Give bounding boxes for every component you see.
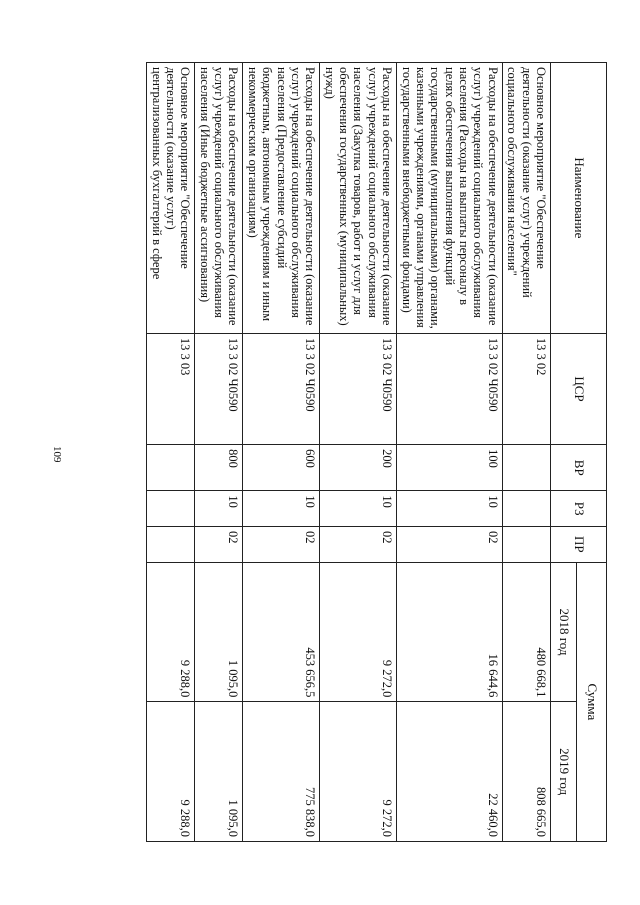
cell-name: Расходы на обеспечение деятельности (оказание услуг) учреждений социального обслуживания населения (Предоставление субсидий бюджетным, автономным учреждениям и иным некоммерческим организациям) [243,63,320,334]
cell-rz: 10 [243,491,320,527]
cell-pr [147,527,195,563]
cell-vr [502,445,550,491]
cell-2018: 9 288,0 [147,562,195,702]
page-number: 109 [51,446,63,463]
cell-vr [147,445,195,491]
cell-csr: 13 3 02 Ч0590 [320,333,397,444]
cell-2018: 453 656,5 [243,562,320,702]
cell-vr: 800 [195,445,243,491]
cell-pr [502,527,550,563]
cell-csr: 13 3 02 Ч0590 [243,333,320,444]
cell-2019: 9 272,0 [320,702,397,842]
cell-2019: 1 095,0 [195,702,243,842]
cell-2018: 480 668,1 [502,562,550,702]
cell-csr: 13 3 03 [147,333,195,444]
cell-pr: 02 [397,527,503,563]
cell-vr: 600 [243,445,320,491]
cell-pr: 02 [195,527,243,563]
cell-2018: 9 272,0 [320,562,397,702]
header-vr: ВР [551,445,607,491]
cell-name: Расходы на обеспечение деятельности (оказание услуг) учреждений социального обслуживания населения (Закупка товаров, работ и услуг для обеспечения государственных (муниципальных) нужд) [320,63,397,334]
budget-table-container [149,62,607,842]
cell-name: Основное мероприятие "Обеспечение деятельности (оказание услуг) учреждений социального обслуживания населения" [502,63,550,334]
header-pr: ПР [551,527,607,563]
cell-name: Расходы на обеспечение деятельности (оказание услуг) учреждений социального обслуживания населения (Иные бюджетные ассигнования) [195,63,243,334]
header-2019: 2019 год [551,702,577,842]
table-row [320,63,397,842]
cell-2019: 775 838,0 [243,702,320,842]
cell-2019: 9 288,0 [147,702,195,842]
cell-rz: 10 [320,491,397,527]
header-name: Наименование [551,63,607,334]
cell-2018: 16 644,6 [397,562,503,702]
cell-rz [147,491,195,527]
cell-2019: 22 460,0 [397,702,503,842]
cell-vr: 100 [397,445,503,491]
header-rz: РЗ [551,491,607,527]
cell-csr: 13 3 02 [502,333,550,444]
header-2018: 2018 год [551,562,577,702]
cell-pr: 02 [243,527,320,563]
cell-rz: 10 [195,491,243,527]
cell-name: Расходы на обеспечение деятельности (оказание услуг) учреждений социального обслуживания населения (Расходы на выплаты персоналу в целях обеспечения выполнения функций государственными (муниципальными) органами, казенными учреждениями, органами управления государственными внебюджетными фондами) [397,63,503,334]
cell-2018: 1 095,0 [195,562,243,702]
table-row [397,63,503,842]
budget-table [146,62,607,842]
table-row [502,63,550,842]
cell-2019: 808 665,0 [502,702,550,842]
cell-vr: 200 [320,445,397,491]
cell-rz [502,491,550,527]
table-row [243,63,320,842]
cell-pr: 02 [320,527,397,563]
table-row [195,63,243,842]
table-row [147,63,195,842]
cell-rz: 10 [397,491,503,527]
cell-name: Основное мероприятие "Обеспечение деятельности (оказание услуг) централизованных бухгалтерий в сфере [147,63,195,334]
cell-csr: 13 3 02 Ч0590 [195,333,243,444]
header-csr: ЦСР [551,333,607,444]
header-sum: Сумма [577,562,607,841]
cell-csr: 13 3 02 Ч0590 [397,333,503,444]
